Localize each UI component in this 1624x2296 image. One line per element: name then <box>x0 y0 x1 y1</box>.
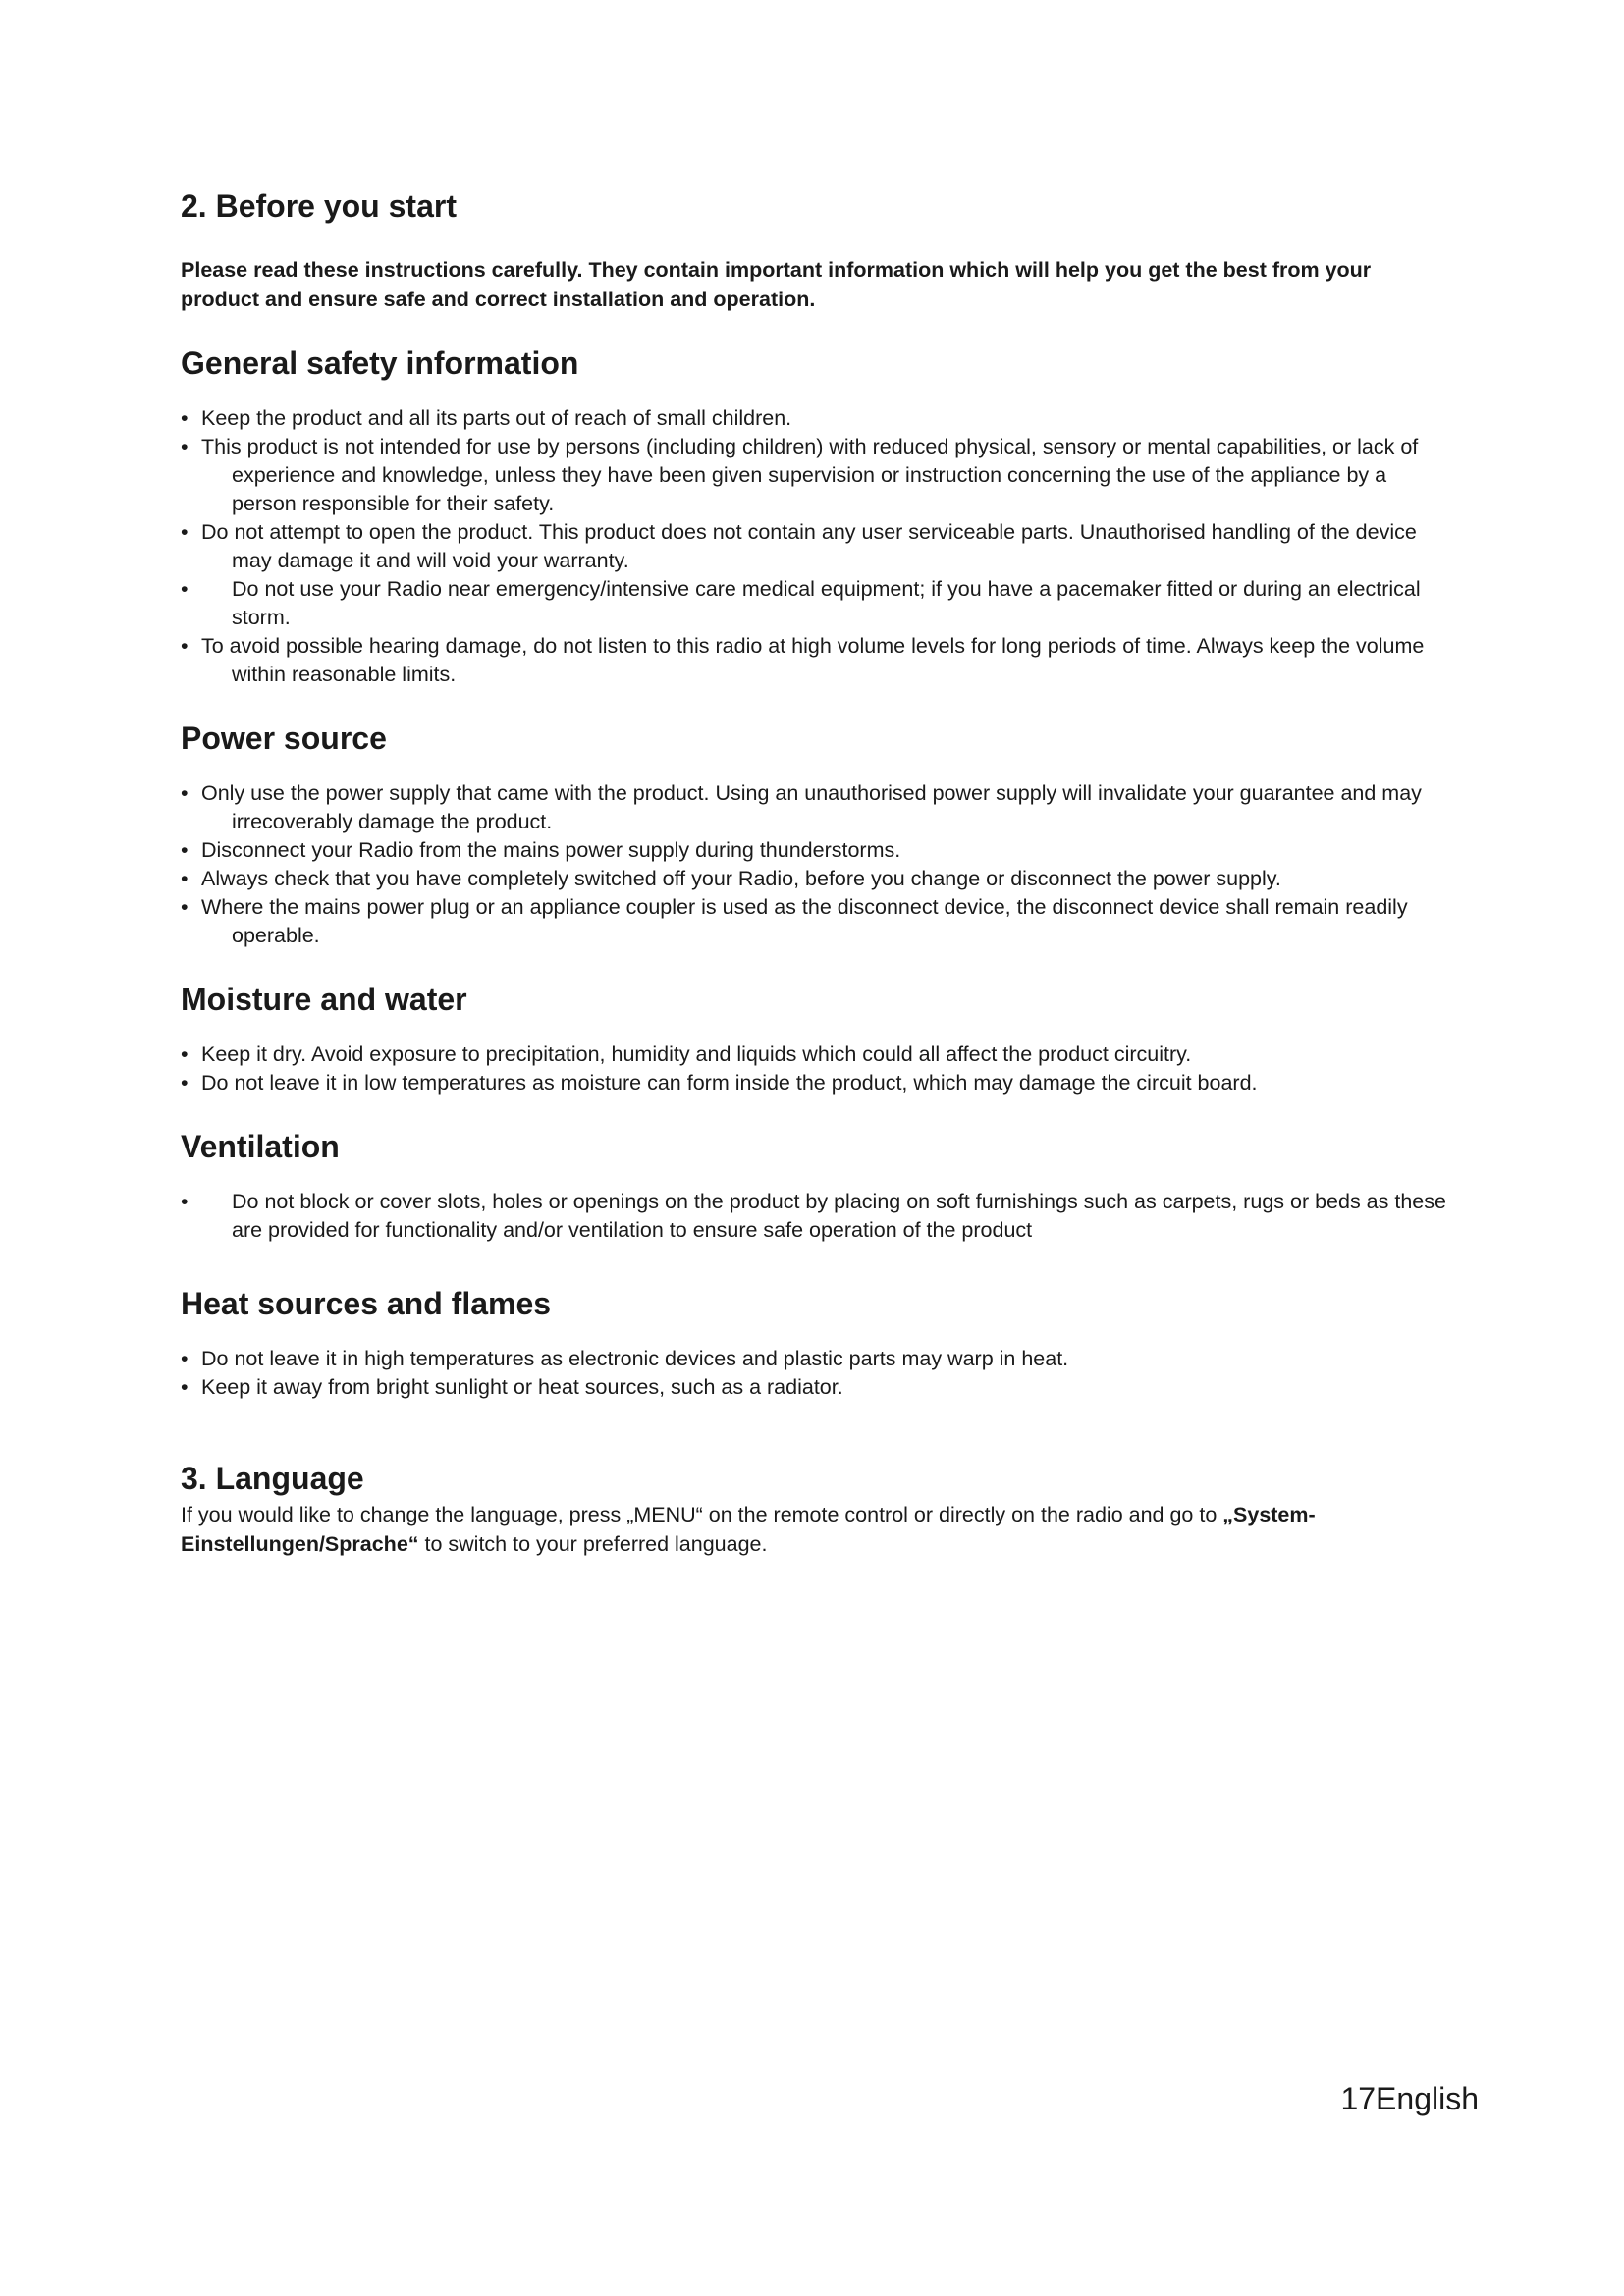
list-item: • Keep it dry. Avoid exposure to precipitation, humidity and liquids which could all affect the product circuitry. <box>181 1041 1447 1069</box>
language-menu-path: „System-Einstellungen/Sprache“ <box>181 1503 1316 1556</box>
heading-moisture-water: Moisture and water <box>181 982 467 1017</box>
language-text-before: If you would like to change the language, press „MENU“ on the remote control or directly on the radio and go to <box>181 1503 1223 1526</box>
section-general-safety <box>181 344 1447 689</box>
language-text-after: to switch to your preferred language. <box>418 1532 768 1556</box>
list-item: • This product is not intended for use by persons (including children) with reduced physical, sensory or mental capabilities, or lack of experience and knowledge, unless they have been given supervision or instruction concerning the use of the appliance by a person responsible for their safety. <box>181 433 1447 518</box>
list-item: • Keep the product and all its parts out of reach of small children. <box>181 404 1447 433</box>
list-item: • Disconnect your Radio from the mains power supply during thunderstorms. <box>181 836 1447 865</box>
list-item: • Do not attempt to open the product. This product does not contain any user serviceable parts. Unauthorised handling of the device may damage it and will void your warranty. <box>181 518 1447 575</box>
list-item: • Do not block or cover slots, holes or openings on the product by placing on soft furnishings such as carpets, rugs or beds as these are provided for functionality and/or ventilation to ensure safe operation of the product <box>181 1188 1447 1245</box>
heading-general-safety: General safety information <box>181 346 579 381</box>
heat-list <box>181 1345 1447 1402</box>
list-item: • Keep it away from bright sunlight or heat sources, such as a radiator. <box>181 1373 1447 1402</box>
section-ventilation <box>181 1127 1447 1245</box>
list-item: • Do not leave it in high temperatures as electronic devices and plastic parts may warp in heat. <box>181 1345 1447 1373</box>
heading-heat-sources: Heat sources and flames <box>181 1286 552 1321</box>
list-item: • Do not leave it in low temperatures as moisture can form inside the product, which may damage the circuit board. <box>181 1069 1447 1097</box>
intro-paragraph: Please read these instructions carefully. They contain important information which will help you get the best from your product and ensure safe and correct installation and operation. <box>181 258 1372 311</box>
list-item: • Always check that you have completely switched off your Radio, before you change or disconnect the power supply. <box>181 865 1447 893</box>
section-language <box>181 1459 1447 1559</box>
list-item: • To avoid possible hearing damage, do not listen to this radio at high volume levels for long periods of time. Always keep the volume within reasonable limits. <box>181 632 1447 689</box>
page-content <box>181 187 1447 1559</box>
ventilation-list <box>181 1188 1447 1245</box>
section-title-language: 3. Language <box>181 1461 364 1496</box>
section-power-source <box>181 719 1447 950</box>
list-item: • Where the mains power plug or an appliance coupler is used as the disconnect device, the disconnect device shall remain readily operable. <box>181 893 1447 950</box>
list-item: • Only use the power supply that came with the product. Using an unauthorised power supply will invalidate your guarantee and may irrecoverably damage the product. <box>181 779 1447 836</box>
section-before-you-start <box>181 187 1447 314</box>
list-item: • Do not use your Radio near emergency/intensive care medical equipment; if you have a pacemaker fitted or during an electrical storm. <box>181 575 1447 632</box>
section-title-before-you-start: 2. Before you start <box>181 188 457 224</box>
heading-ventilation: Ventilation <box>181 1129 340 1164</box>
section-heat-sources <box>181 1284 1447 1402</box>
section-moisture-water <box>181 980 1447 1097</box>
heading-power-source: Power source <box>181 721 387 756</box>
moisture-list <box>181 1041 1447 1097</box>
page-number-label: 17English <box>1340 2081 1479 2116</box>
power-source-list <box>181 779 1447 950</box>
language-paragraph <box>181 1500 1447 1559</box>
general-safety-list <box>181 404 1447 689</box>
